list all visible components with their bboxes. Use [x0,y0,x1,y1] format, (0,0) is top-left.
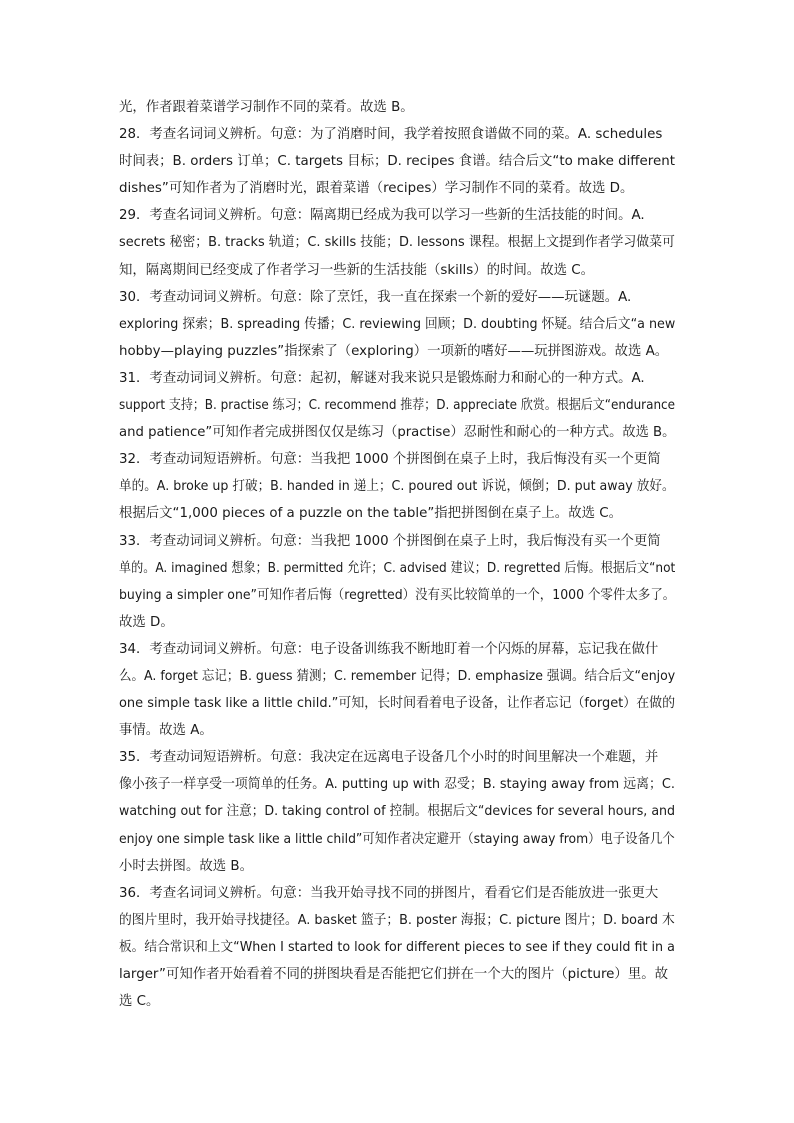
answer-explanations [119,94,675,1015]
text-line: 34．考查动词词义辨析。句意：电子设备训练我不断地盯着一个闪烁的屏幕，忘记我在做什 [119,641,659,657]
text-line: support 支持；B. practise 练习；C. recommend 推荐；D. appreciate 欣赏。根据后文“endurance [119,398,676,414]
text-line: 小时去拼图。故选 B。 [119,858,253,874]
text-line: exploring 探索；B. spreading 传播；C. reviewing 回顾；D. doubting 怀疑。结合后文“a new [119,316,676,332]
text-line: watching out for 注意；D. taking control of 控制。根据后文“devices for several hours, and [119,804,676,820]
text-line: 35．考查动词短语辨析。句意：我决定在远离电子设备几个小时的时间里解决一个难题，并 [119,750,659,766]
text-line: 28．考查名词词义辨析。句意：为了消磨时间，我学着按照食谱做不同的菜。A. schedules [119,127,663,143]
text-line: 板。结合常识和上文“When I started to look for different pieces to see if they could fit in a [119,939,675,955]
text-line: 像小孩子一样享受一项简单的任务。A. putting up with 忍受；B. staying away from 远离；C. [119,777,675,793]
text-line: 30．考查动词词义辨析。句意：除了烹饪，我一直在探索一个新的爱好——玩谜题。A. [119,289,632,305]
text-line: 单的。A. imagined 想象；B. permitted 允许；C. advised 建议；D. regretted 后悔。根据后文“not [119,560,676,576]
text-line: 知，隔离期间已经变成了作者学习一些新的生活技能（skills）的时间。故选 C。 [119,262,594,278]
text-line: enjoy one simple task like a little child”可知作者决定避开（staying away from）电子设备几个 [119,831,675,847]
text-line: 29．考查名词词义辨析。句意：隔离期已经成为我可以学习一些新的生活技能的时间。A. [119,208,645,224]
text-line: 36．考查名词词义辨析。句意：当我开始寻找不同的拼图片，看看它们是否能放进一张更大 [119,885,659,901]
text-line: and patience”可知作者完成拼图仅仅是练习（practise）忍耐性和耐心的一种方式。故选 B。 [119,425,676,441]
text-line: 32．考查动词短语辨析。句意：当我把 1000 个拼图倒在桌子上时，我后悔没有买一个更简 [119,452,661,468]
text-line: 么。A. forget 忘记；B. guess 猜测；C. remember 记得；D. emphasize 强调。结合后文“enjoy [119,668,676,684]
text-line: 单的。A. broke up 打破；B. handed in 递上；C. poured out 诉说，倾倒；D. put away 放好。 [119,479,675,495]
text-line: secrets 秘密；B. tracks 轨道；C. skills 技能；D. lessons 课程。根据上文提到作者学习做菜可 [119,235,675,251]
text-line: 光，作者跟着菜谱学习制作不同的菜肴。故选 B。 [119,100,414,115]
text-line: hobby—playing puzzles”指探索了（exploring）一项新的嗜好——玩拼图游戏。故选 A。 [119,343,669,359]
text-line: 根据后文“1,000 pieces of a puzzle on the table”指把拼图倒在桌子上。故选 C。 [119,506,622,522]
text-line: one simple task like a little child.”可知，长时间看着电子设备，让作者忘记（forget）在做的 [119,696,676,712]
text-line: 选 C。 [119,994,160,1010]
text-line: 故选 D。 [119,614,174,630]
text-line: 时间表；B. orders 订单；C. targets 目标；D. recipes 食谱。结合后文“to make different [119,154,675,170]
text-line: buying a simpler one”可知作者后悔（regretted）没有买比较简单的一个，1000 个零件太多了。 [119,587,676,603]
text-line: dishes”可知作者为了消磨时光，跟着菜谱（recipes）学习制作不同的菜肴。故选 D。 [119,181,634,197]
text-line: 33．考查动词词义辨析。句意：当我把 1000 个拼图倒在桌子上时，我后悔没有买一个更简 [119,533,661,549]
text-line: larger”可知作者开始看着不同的拼图块看是否能把它们拼在一个大的图片（picture）里。故 [119,967,668,982]
text-line: 的图片里时，我开始寻找捷径。A. basket 篮子；B. poster 海报；C. picture 图片；D. board 木 [119,912,675,928]
text-line: 31．考查动词词义辨析。句意：起初，解谜对我来说只是锻炼耐力和耐心的一种方式。A. [119,370,645,386]
text-line: 事情。故选 A。 [119,723,213,739]
